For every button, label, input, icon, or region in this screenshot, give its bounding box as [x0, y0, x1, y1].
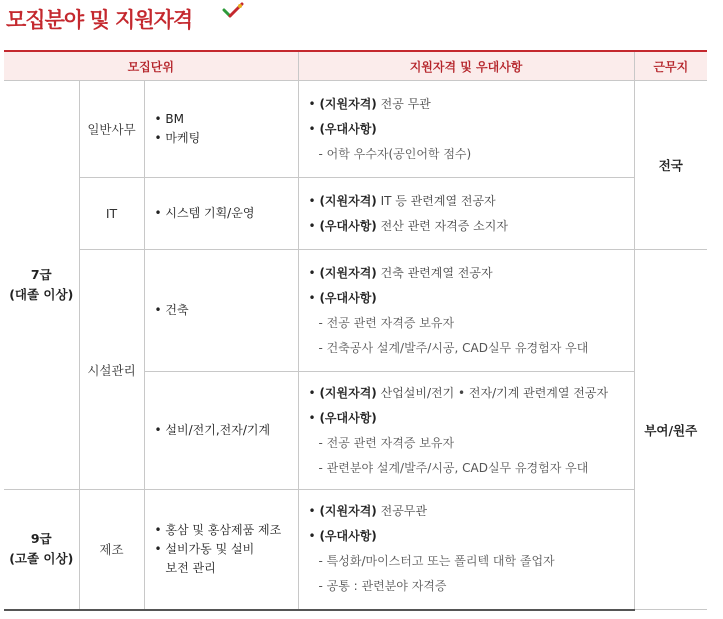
- qualification-line: [309, 381, 628, 406]
- header-qualifications: 지원자격 및 우대사항: [298, 51, 634, 81]
- table-header-row: [4, 51, 707, 81]
- category-cell: 제조: [79, 490, 144, 610]
- preference-tag: (우대사항): [319, 121, 377, 136]
- fields-cell: [144, 178, 298, 250]
- qualifications-cell: [298, 490, 634, 610]
- fields-cell: [144, 81, 298, 178]
- grade-label: 9급: [30, 531, 52, 547]
- table-row: [4, 250, 707, 372]
- field-item-text: 설비가동 및 설비: [165, 541, 255, 556]
- qualification-text: 건축 관련계열 전공자: [376, 265, 493, 280]
- qualification-text: 전공 무관: [376, 96, 431, 111]
- decorative-check-icon: [222, 2, 244, 18]
- preference-line: [309, 286, 628, 311]
- category-cell: 일반사무: [79, 81, 144, 178]
- preference-tag: (우대사항): [319, 290, 377, 305]
- qualifications-cell: [298, 178, 634, 250]
- qualification-tag: (지원자격): [319, 504, 377, 519]
- preference-detail: - 어학 우수자(공인어학 점수): [318, 146, 472, 161]
- header-location: 근무지: [634, 51, 707, 81]
- preference-detail: - 관련분야 설계/발주/시공, CAD실무 유경험자 우대: [318, 460, 589, 475]
- fields-cell: [144, 250, 298, 372]
- preference-text: 전산 관련 자격증 소지자: [376, 218, 508, 233]
- qualification-text: 전공무관: [376, 504, 427, 519]
- preference-line: [309, 117, 628, 142]
- qualification-line: [309, 499, 628, 524]
- table-row: [4, 490, 707, 610]
- qualification-text: 산업설비/전기 • 전자/기계 관련계열 전공자: [376, 385, 609, 400]
- grade-cell-7: [4, 81, 79, 490]
- preference-detail: - 전공 관련 자격증 보유자: [318, 315, 455, 330]
- field-item: • 설비/전기,전자/기계: [155, 421, 298, 440]
- qualifications-cell: [298, 250, 634, 372]
- fields-cell: [144, 372, 298, 490]
- qualification-text: IT 등 관련계열 전공자: [376, 193, 496, 208]
- field-item: • 홍삼 및 홍삼제품 제조: [155, 521, 298, 540]
- qualification-tag: (지원자격): [319, 265, 377, 280]
- grade-label: 7급: [30, 267, 52, 282]
- field-item: • BM: [155, 110, 298, 129]
- table-row: [4, 178, 707, 250]
- location-cell: 전국: [634, 81, 707, 250]
- preference-tag: (우대사항): [319, 410, 377, 425]
- fields-cell: [144, 490, 298, 610]
- qualification-line: [309, 92, 628, 117]
- qualifications-cell: [298, 372, 634, 490]
- category-cell: 시설관리: [79, 250, 144, 490]
- qualification-tag: (지원자격): [319, 193, 377, 208]
- field-item: • 마케팅: [155, 129, 298, 148]
- preference-detail: - 특성화/마이스터고 또는 폴리텍 대학 졸업자: [318, 554, 555, 569]
- preference-detail: - 공통 : 관련분야 자격증: [318, 579, 447, 594]
- preference-line: [309, 406, 628, 431]
- qualifications-cell: [298, 81, 634, 178]
- section-title: 모집분야 및 지원자격: [6, 8, 193, 32]
- qualification-tag: (지원자격): [319, 96, 377, 111]
- recruitment-table: [4, 50, 707, 611]
- header-unit: 모집단위: [4, 51, 298, 81]
- preference-line: [309, 524, 628, 549]
- preference-detail: - 전공 관련 자격증 보유자: [318, 435, 455, 450]
- location-cell: 부여/원주: [634, 250, 707, 610]
- grade-cell-9: [4, 490, 79, 610]
- section-header: [6, 4, 192, 40]
- preference-line: [309, 214, 628, 239]
- preference-detail: - 건축공사 설계/발주/시공, CAD실무 유경험자 우대: [318, 340, 589, 355]
- grade-requirement: (고졸 이상): [9, 551, 74, 567]
- field-item: • 시스템 기획/운영: [155, 204, 298, 223]
- field-item-continuation: 보전 관리: [165, 560, 216, 575]
- table-row: [4, 81, 707, 178]
- preference-tag: (우대사항): [319, 218, 377, 233]
- qualification-tag: (지원자격): [319, 385, 377, 400]
- category-cell: IT: [79, 178, 144, 250]
- qualification-line: [309, 189, 628, 214]
- field-item: • 건축: [155, 301, 298, 320]
- preference-tag: (우대사항): [319, 529, 377, 544]
- field-item: [155, 540, 298, 578]
- grade-requirement: (대졸 이상): [9, 287, 74, 302]
- qualification-line: [309, 261, 628, 286]
